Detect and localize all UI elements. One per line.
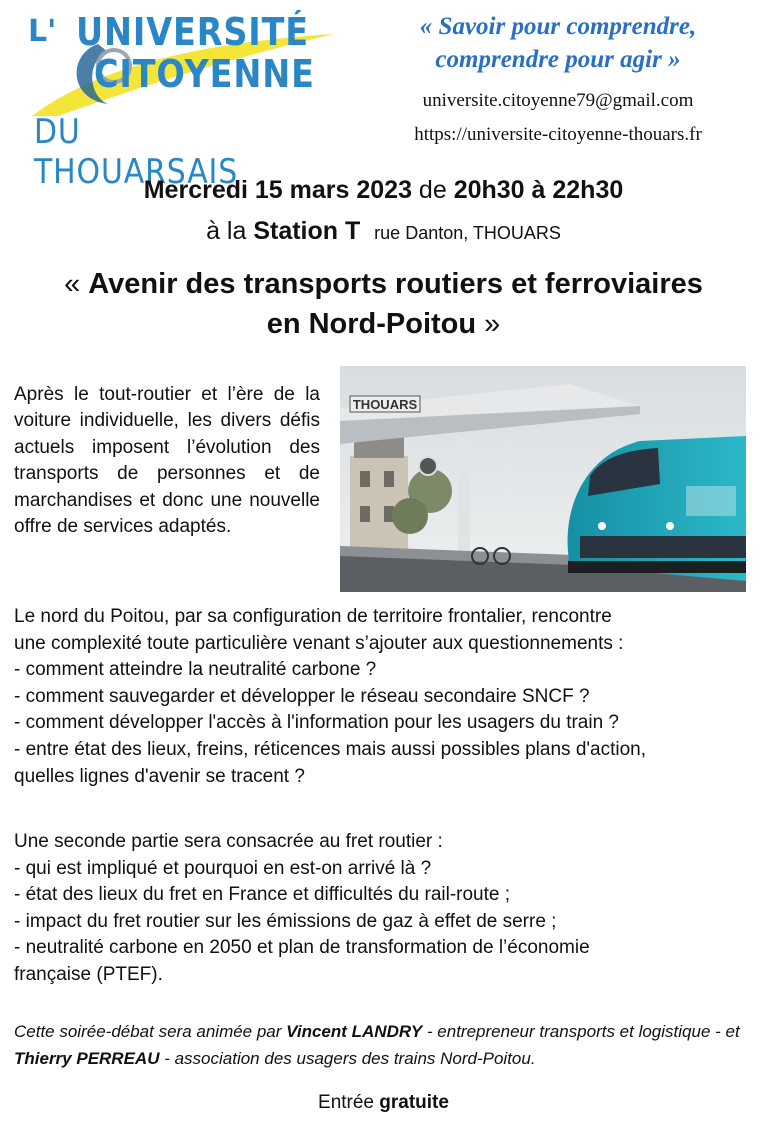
speaker-name-2: Thierry PERREAU (14, 1049, 160, 1068)
logo-line-thouarsais: DU THOUARSAIS (34, 112, 239, 192)
section-freight-line: - qui est impliqué et pourquoi en est-on arrivé là ? (14, 857, 432, 879)
train-station-photo (340, 366, 746, 592)
train-station-illustration (340, 366, 746, 592)
event-place-prefix: à la (206, 217, 254, 245)
event-de: de (411, 176, 454, 204)
section-rail-line: - comment sauvegarder et développer le réseau secondaire SNCF ? (14, 685, 590, 707)
title-open-quote: « (64, 268, 89, 300)
entry-fee (0, 1092, 767, 1114)
title-line-1: Avenir des transports routiers et ferroviaires (88, 268, 703, 300)
motto-line-1: « Savoir pour comprendre, (419, 13, 697, 40)
entry-value: gratuite (379, 1092, 449, 1113)
intro-paragraph: Après le tout-routier et l’ère de la voiture individuelle, les divers défis actuels imposent l’évolution des transports de personnes et de marchandises et donc une nouvelle offre de services adaptés. (14, 384, 320, 538)
section-rail (14, 604, 750, 790)
speakers-credit (14, 1018, 754, 1072)
credit-text-3: - association des usagers des trains Nord-Poitou. (159, 1049, 536, 1068)
speaker-name-1: Vincent LANDRY (286, 1022, 423, 1041)
section-rail-line: quelles lignes d'avenir se tracent ? (14, 765, 305, 787)
motto-line-2: comprendre pour agir » (435, 46, 681, 73)
credit-text-2: - entrepreneur transports et logistique - et (422, 1022, 740, 1041)
logo-prefix: L' (28, 14, 57, 49)
event-place-line (0, 217, 767, 246)
website-link[interactable]: https://universite-citoyenne-thouars.fr (414, 124, 702, 145)
motto (370, 10, 746, 76)
event-time-end: 22h30 (552, 176, 624, 204)
section-rail-line: - comment atteindre la neutralité carbone ? (14, 659, 377, 681)
title-close-quote: » (476, 308, 501, 340)
event-venue: Station T (253, 217, 361, 245)
section-freight (14, 829, 750, 989)
station-sign-text: THOUARS (352, 397, 418, 412)
section-rail-line: Le nord du Poitou, par sa configuration de territoire frontalier, rencontre (14, 606, 612, 627)
event-date-line (0, 176, 767, 205)
event-address: rue Danton, THOUARS (374, 223, 561, 243)
section-freight-line: - neutralité carbone en 2050 et plan de transformation de l’économie (14, 937, 590, 959)
organization-logo (14, 4, 324, 192)
event-time-start: 20h30 (453, 176, 525, 204)
section-rail-line: - comment développer l'accès à l'information pour les usagers du train ? (14, 712, 620, 734)
section-freight-line: Une seconde partie sera consacrée au fret routier : (14, 831, 443, 852)
logo-line-citoyenne: CITOYENNE (94, 52, 315, 96)
title-line-2: en Nord-Poitou (266, 308, 477, 340)
contact-email[interactable]: universite.citoyenne79@gmail.com (422, 90, 694, 111)
logo-line-universite: UNIVERSITÉ (76, 10, 310, 54)
section-freight-line: - état des lieux du fret en France et difficultés du rail-route ; (14, 884, 511, 906)
event-date: Mercredi 15 mars 2023 (143, 176, 412, 204)
event-title (0, 264, 767, 344)
section-freight-line: française (PTEF). (14, 963, 163, 985)
section-rail-line: une complexité toute particulière venant s’ajouter aux questionnements : (14, 632, 624, 654)
credit-text-1: Cette soirée-débat sera animée par (14, 1022, 287, 1041)
entry-label: Entrée (318, 1092, 380, 1113)
section-rail-line: - entre état des lieux, freins, réticences mais aussi possibles plans d'action, (14, 738, 646, 760)
event-a: à (524, 176, 553, 204)
section-freight-line: - impact du fret routier sur les émissions de gaz à effet de serre ; (14, 910, 557, 932)
